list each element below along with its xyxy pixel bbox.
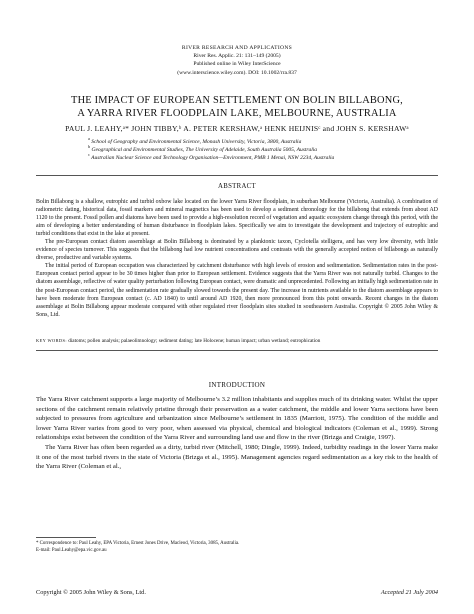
affiliation-mark: c [88,152,90,158]
introduction-paragraph: The Yarra River has often been regarded as a dirty, turbid river (Mitchell, 1980; Dingle, 1999). Indeed, turbidity readings in the lower Yarra make it one of the most turbid rivers in the state of Victoria (Brizga et al., 1995). Management agencies regard sedimentation as a key risk to the health of the Yarra River (Coleman et al., [36,443,438,471]
introduction-heading: INTRODUCTION [208,381,266,389]
copyright-notice: Copyright © 2005 John Wiley & Sons, Ltd. [36,589,146,596]
keywords [36,337,438,345]
abstract-paragraph: The pre-European contact diatom assemblage at Bolin Billabong is dominated by a planktonic taxon, Cyclotella stelligera, and has very low diversity, with little evidence of species turnover. This suggests that the billabong had low nutrient concentrations and contrasts with the generally accepted notion of billabongs as naturally diverse, productive and variable systems. [36,239,438,262]
title-line-2: A YARRA RIVER FLOODPLAIN LAKE, MELBOURNE, AUSTRALIA [77,107,397,119]
affiliations [88,138,418,162]
abstract-paragraph: Bolin Billabong is a shallow, eutrophic and turbid oxbow lake located on the lower Yarra River floodplain, in suburban Melbourne (Victoria, Australia). A combination of radiometric dating, historical data, fossil markers and mineral magnetics has been used to develop a sediment chronology for the billabong that extends from about AD 1120 to the present. Fossil pollen and diatoms have been used to provide a high-resolution record of vegetation and aquatic ecosystem change through this period, with the aim of developing a better understanding of human disturbance in floodplain lakes. Specifically we aim to investigate the development and trajectory of eutrophic and turbid conditions that exist in the lake at present. [36,199,438,238]
affiliation-text: School of Geography and Environmental Science, Monash University, Victoria, 3800, Australia [91,139,302,145]
footnotes [36,540,438,554]
abstract-heading: ABSTRACT [218,183,256,190]
affiliation-a [88,138,418,146]
journal-name: RIVER RESEARCH AND APPLICATIONS [181,45,293,51]
affiliation-text: Australian Nuclear Science and Technology Organisation—Environment, PMB 1 Menai, NSW 2234, Australia [91,155,335,161]
accepted-date: Accepted 21 July 2004 [380,589,438,596]
author-list: PAUL J. LEAHY,ᵃ* JOHN TIBBY,ᵇ A. PETER KERSHAW,ᵃ HENK HEIJNISᶜ and JOHN S. KERSHAWᵃ [65,124,409,133]
affiliation-mark: b [88,144,91,150]
title-line-1: THE IMPACT OF EUROPEAN SETTLEMENT ON BOLIN BILLABONG, [71,95,403,106]
affiliation-mark: a [88,136,90,142]
keywords-label: KEY WORDS: [36,338,67,343]
doi-line: (www.interscience.wiley.com). DOI: 10.1002/rra.837 [177,69,297,76]
journal-header [0,44,474,77]
paper-title [40,95,434,120]
footnote-divider [36,537,96,538]
divider [36,175,438,176]
abstract-paragraph: The initial period of European occupation was characterized by catchment disturbance with high levels of erosion and sedimentation. Sedimentation rates in the post-European contact period appear to be 30 times higher than prior to European settlement. Evidence suggests that the Yarra River was not naturally turbid. Changes to the diatom assemblage, reflective of water quality perturbation following European contact, were dramatic and unprecedented. Following an initially high sedimentation rate in the post-European contact period, the sedimentation rate gradually slowed towards the present day. The increase in nutrients available to the diatom assemblage appears to have been moderate from European contact (c. AD 1840) to until around AD 1920, then more pronounced from this point onwards. Recent changes in the diatom assemblage at Bolin Billabong appear moderate compared with other regulated river floodplain sites studied in southeastern Australia. Copyright © 2005 John Wiley & Sons, Ltd. [36,263,438,318]
email-note: E-mail: Paul.Leahy@epa.vic.gov.au [36,548,107,553]
correspondence-note: * Correspondence to: Paul Leahy, EPA Victoria, Ernest Jones Drive, Macleod, Victoria, 3085, Australia. [36,541,240,546]
divider [36,350,438,351]
introduction-paragraph: The Yarra River catchment supports a large majority of Melbourne’s 3.2 million inhabitants and supplies much of its drinking water. Whilst the upper sections of the catchment remain relatively pristine through their preservation as a water catchment, the middle and lower Yarra sections have been subjected to pressures from agriculture and urbanization since Melbourne’s settlement in 1835 (Marriott, 1975). The condition of the middle and lower Yarra River varies from good to very poor, when assessed via physical, chemical and biological indicators (Coleman et al., 1999). Strong relationships exist between the condition of the Yarra River and surrounding land use and flow in the river (Brizga and Craigie, 1997). [36,396,438,442]
introduction-body [36,395,438,472]
page-footer [36,589,438,596]
abstract-body [36,198,438,319]
published-online: Published online in Wiley InterScience [193,61,281,68]
affiliation-b [88,146,418,154]
keywords-text: diatoms; pollen analysis; palaeolimnology; sediment dating; late Holocene; human impact; urban wetland; eutrophication [68,338,321,344]
affiliation-c [88,154,418,162]
affiliation-text: Geographical and Environmental Studies, The University of Adelaide, South Australia 5005, Australia [91,147,318,153]
journal-citation: River Res. Applic. 21: 131–149 (2005) [193,53,281,60]
